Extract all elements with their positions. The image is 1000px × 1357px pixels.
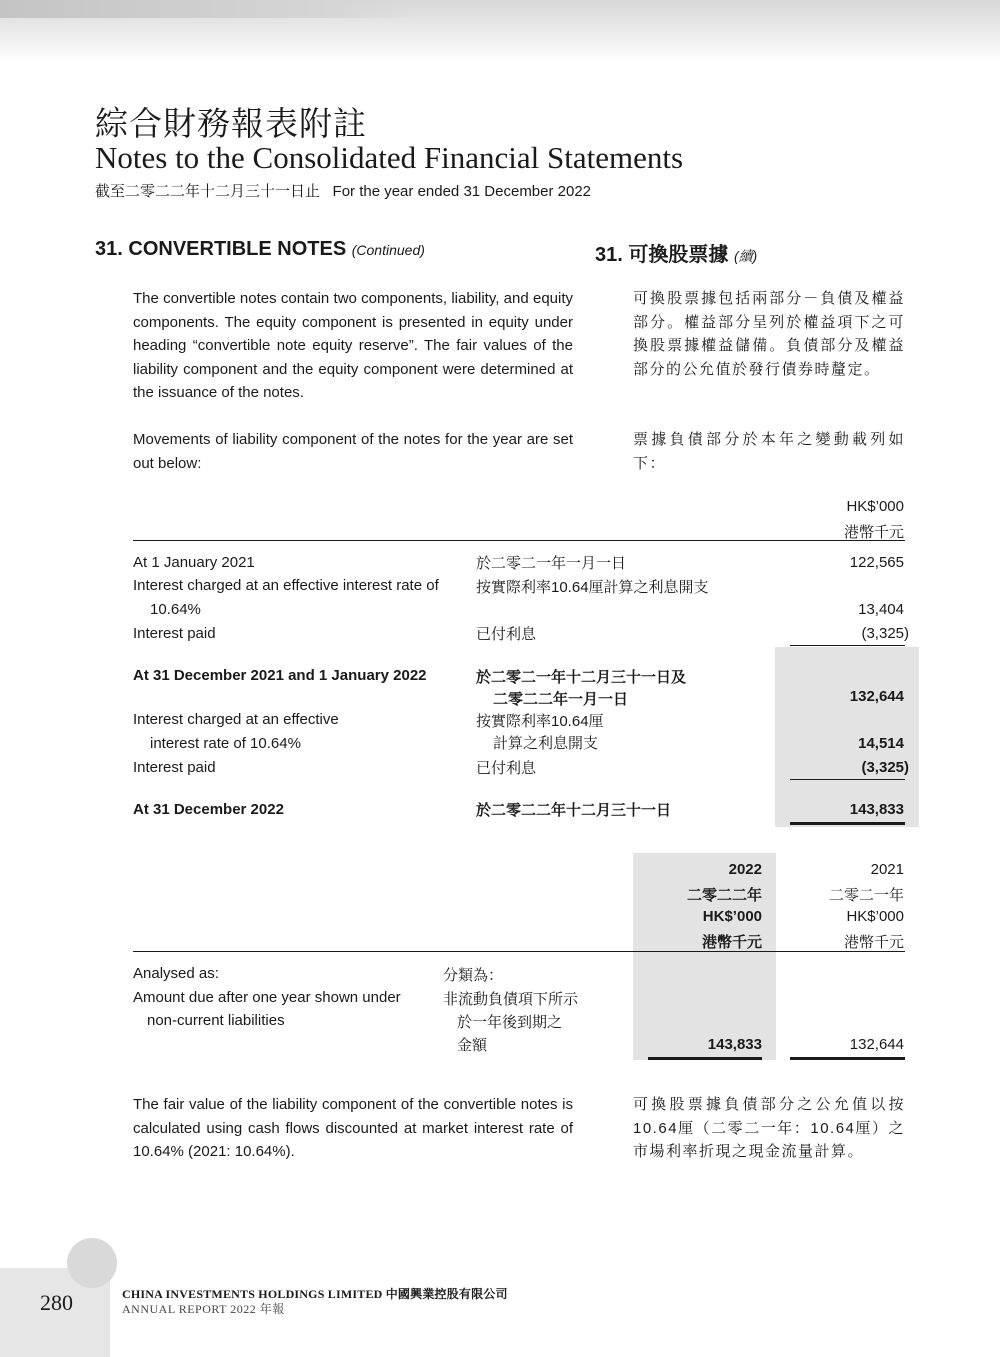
col-2021-unit-en: HK$’000 <box>846 908 904 925</box>
col-2022-year-zh: 二零二二年 <box>686 887 762 904</box>
analysis-heading-en: Analysed as: <box>133 965 219 982</box>
footer-report <box>122 1300 285 1317</box>
subtitle-en: For the year ended 31 December 2022 <box>332 183 592 200</box>
analysis-heading-zh: 分類為： <box>443 967 504 984</box>
row-label-en: Interest charged at an effective interest rate of <box>133 577 439 594</box>
col-2022-year: 2022 <box>728 861 762 878</box>
value-2021: 132,644 <box>849 1036 904 1053</box>
paragraph-1-zh: 可換股票據包括兩部分－負債及權益部分。權益部分呈列於權益項下之可換股票據權益儲備。負債部分及權益部分的公允值於發行債券時釐定。 <box>633 290 905 378</box>
row-label-zh-cont: 於一年後到期之 <box>457 1014 563 1031</box>
row-label-en: Interest paid <box>133 759 216 776</box>
row-label-en: At 31 December 2021 and 1 January 2022 <box>133 667 427 684</box>
row-value: 132,644 <box>849 688 904 705</box>
row-label-zh: 已付利息 <box>476 626 537 643</box>
section-heading-en <box>95 238 425 261</box>
row-label-en-cont: 10.64% <box>150 601 201 618</box>
row-label-en-cont: interest rate of 10.64% <box>150 735 301 752</box>
row-label-zh-cont2: 金額 <box>457 1037 488 1054</box>
row-label-en: Interest charged at an effective <box>133 711 339 728</box>
total-rule-2022 <box>648 1057 762 1060</box>
row-label-zh-cont: 二零二二年一月一日 <box>493 691 629 708</box>
row-label-en: At 31 December 2022 <box>133 801 284 818</box>
page-subtitle <box>95 180 591 201</box>
col-2022-unit-zh: 港幣千元 <box>701 934 762 951</box>
total-rule-2021 <box>790 1057 905 1060</box>
row-label-zh: 按實際利率10.64厘 <box>476 713 604 730</box>
header-rule <box>133 540 905 541</box>
row-label-en: At 1 January 2021 <box>133 554 255 571</box>
section-continued-zh: (續) <box>733 248 758 264</box>
header-band-accent <box>0 0 420 18</box>
col-2021-year-zh: 二零二一年 <box>828 887 904 904</box>
row-label-zh: 於二零二一年十二月三十一日及 <box>476 669 687 686</box>
row-value: (3,325) <box>861 625 909 642</box>
row-label-en: Amount due after one year shown under <box>133 989 401 1006</box>
paragraph-2-en: Movements of liability component of the notes for the year are set out below: <box>133 431 573 472</box>
paragraph-1-en: The convertible notes contain two components, liability, and equity components. The equity component is presented in equity under heading “convertible note equity reserve”. The fair values of the liability component and the equity component were determined at the issuance of the notes. <box>133 290 573 401</box>
header-rule <box>133 951 905 952</box>
paragraph-2-zh: 票據負債部分於本年之變動載列如下： <box>633 431 905 472</box>
unit-header-en: HK$’000 <box>846 498 904 515</box>
total-rule <box>790 822 905 825</box>
col-2022-unit-en: HK$’000 <box>702 908 762 925</box>
subtotal-rule <box>790 645 905 646</box>
row-label-zh: 按實際利率10.64厘計算之利息開支 <box>476 579 709 596</box>
section-title-zh: 可換股票據 <box>628 244 729 266</box>
row-label-zh: 於二零二一年一月一日 <box>476 555 627 572</box>
footer-decoration <box>67 1238 117 1288</box>
page-title-zh: 綜合財務報表附註 <box>95 104 367 143</box>
row-value: 143,833 <box>849 801 904 818</box>
footer-company-en: CHINA INVESTMENTS HOLDINGS LIMITED <box>122 1287 383 1301</box>
footer-report-en: ANNUAL REPORT 2022 <box>122 1302 257 1316</box>
subtitle-zh: 截至二零二二年十二月三十一日止 <box>95 183 321 200</box>
section-number: 31. <box>95 238 123 260</box>
row-value: 122,565 <box>849 554 904 571</box>
row-label-zh: 於二零二二年十二月三十一日 <box>476 802 672 819</box>
paragraph-3-zh: 可換股票據負債部分之公允值以按10.64厘（二零二一年：10.64厘）之市場利率折現之現金流量計算。 <box>633 1096 905 1160</box>
page-number: 280 <box>40 1290 73 1315</box>
col-2021-year: 2021 <box>870 861 904 878</box>
paragraph-3-en: The fair value of the liability component of the convertible notes is calculated using cash flows discounted at market interest rate of 10.64% (2021: 10.64%). <box>133 1096 573 1160</box>
row-label-zh: 非流動負債項下所示 <box>443 991 579 1008</box>
footer-company-zh: 中國興業控股有限公司 <box>385 1287 508 1301</box>
row-label-en: Interest paid <box>133 625 216 642</box>
value-2022: 143,833 <box>707 1036 762 1053</box>
row-value: 13,404 <box>858 601 904 618</box>
row-label-en-cont: non-current liabilities <box>147 1012 285 1029</box>
unit-header-zh: 港幣千元 <box>843 524 904 541</box>
col-2021-unit-zh: 港幣千元 <box>843 934 904 951</box>
subtotal-rule <box>790 779 905 780</box>
row-value: (3,325) <box>861 759 909 776</box>
page-title-en: Notes to the Consolidated Financial Statements <box>95 140 684 175</box>
row-label-zh-cont: 計算之利息開支 <box>493 735 599 752</box>
row-label-zh: 已付利息 <box>476 760 537 777</box>
footer-report-zh: 年報 <box>259 1302 285 1316</box>
section-title-en: CONVERTIBLE NOTES <box>128 238 347 260</box>
section-continued-en: (Continued) <box>351 242 425 258</box>
row-value: 14,514 <box>858 735 904 752</box>
section-heading-zh <box>595 238 757 267</box>
section-number-zh: 31. <box>595 244 623 266</box>
